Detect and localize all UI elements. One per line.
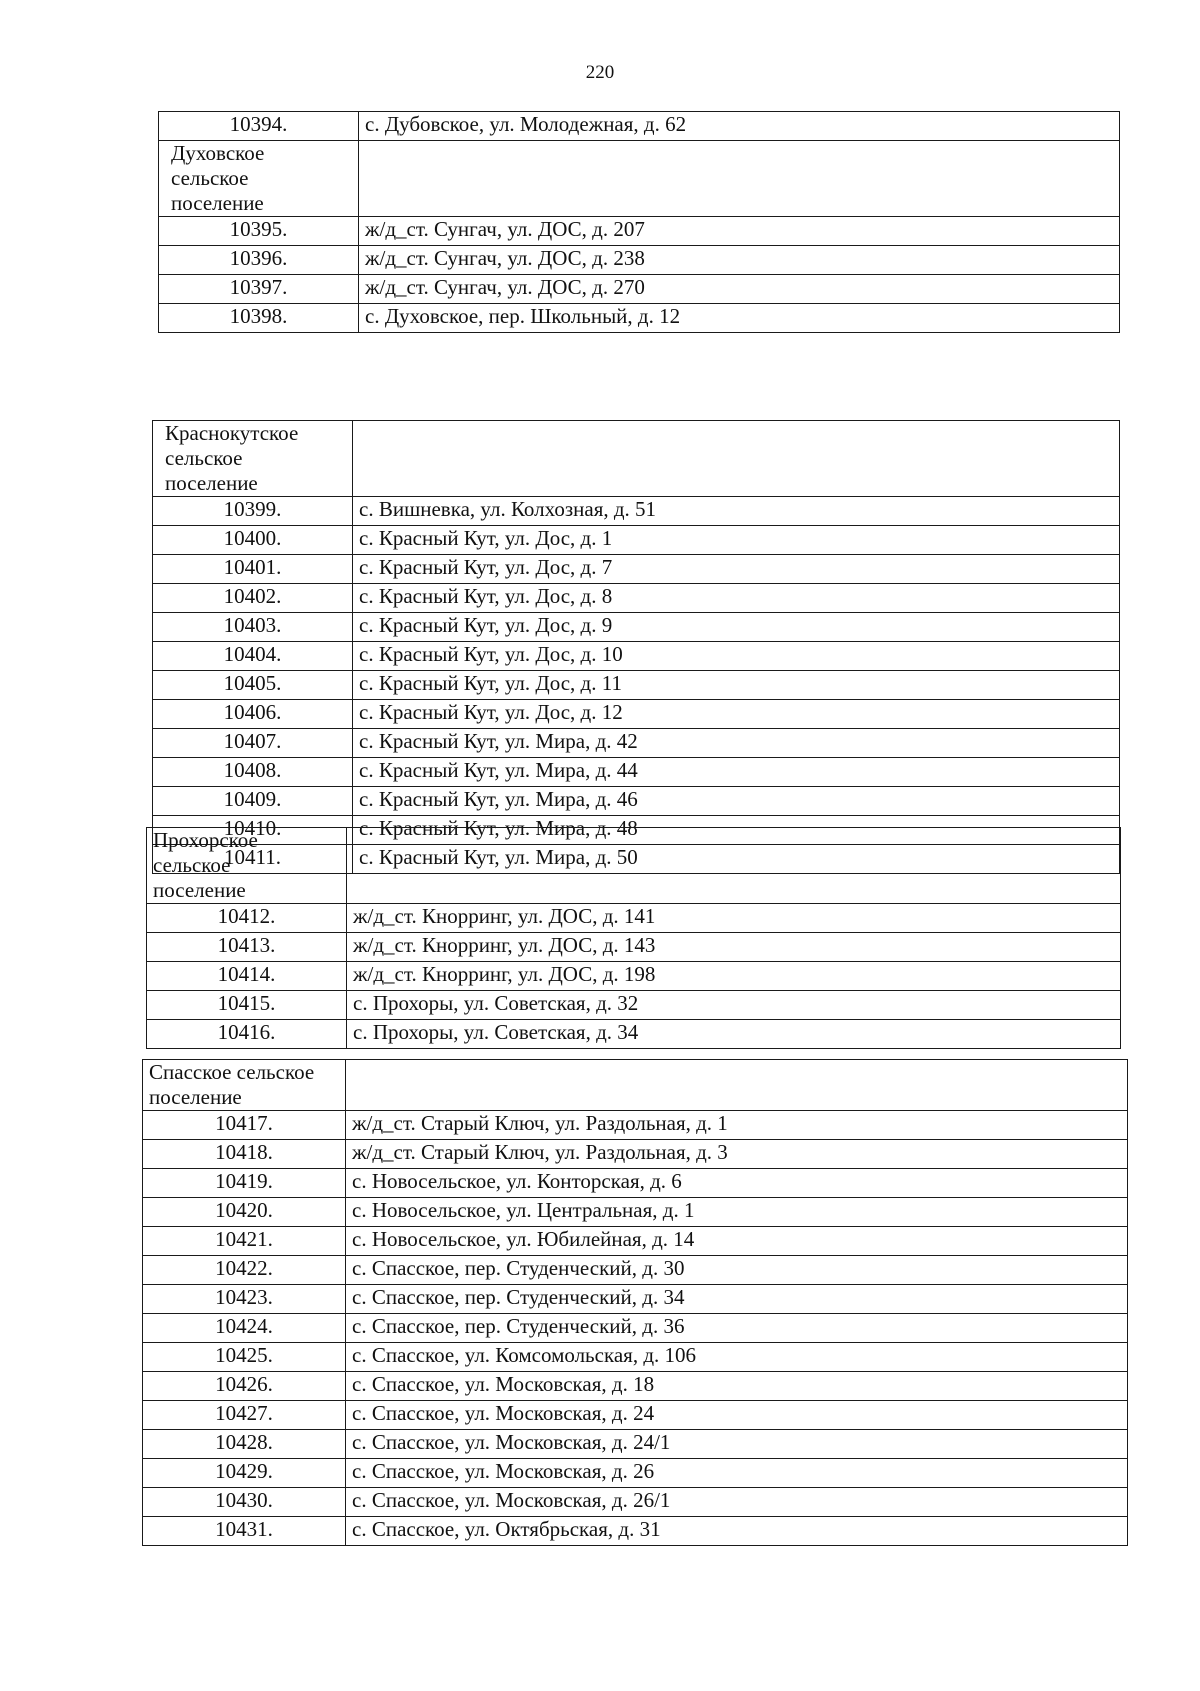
row-number: 10416. bbox=[147, 1020, 347, 1049]
table-row bbox=[143, 1227, 1128, 1256]
section-row bbox=[153, 421, 1120, 497]
address-table-part-1 bbox=[158, 111, 1120, 333]
row-number: 10428. bbox=[143, 1430, 346, 1459]
table-row bbox=[153, 555, 1120, 584]
section-row bbox=[143, 1060, 1128, 1111]
row-number: 10403. bbox=[153, 613, 353, 642]
row-address: с. Красный Кут, ул. Дос, д. 7 bbox=[353, 555, 1120, 584]
row-address: с. Красный Кут, ул. Дос, д. 10 bbox=[353, 642, 1120, 671]
row-address: с. Красный Кут, ул. Дос, д. 8 bbox=[353, 584, 1120, 613]
table-row bbox=[147, 991, 1121, 1020]
row-number: 10431. bbox=[143, 1517, 346, 1546]
table-row bbox=[143, 1488, 1128, 1517]
row-number: 10418. bbox=[143, 1140, 346, 1169]
row-address: с. Красный Кут, ул. Мира, д. 50 bbox=[353, 845, 1120, 874]
table-row bbox=[147, 962, 1121, 991]
table-row bbox=[143, 1285, 1128, 1314]
row-number: 10412. bbox=[147, 904, 347, 933]
table-row bbox=[143, 1459, 1128, 1488]
row-number: 10415. bbox=[147, 991, 347, 1020]
table-row bbox=[143, 1111, 1128, 1140]
row-address: с. Красный Кут, ул. Мира, д. 42 bbox=[353, 729, 1120, 758]
table-row bbox=[153, 497, 1120, 526]
row-address: с. Красный Кут, ул. Мира, д. 48 bbox=[353, 816, 1120, 845]
row-address: с. Красный Кут, ул. Дос, д. 12 bbox=[353, 700, 1120, 729]
table-row bbox=[153, 729, 1120, 758]
row-address: с. Красный Кут, ул. Дос, д. 9 bbox=[353, 613, 1120, 642]
row-address: с. Духовское, пер. Школьный, д. 12 bbox=[359, 304, 1120, 333]
row-number: 10394. bbox=[159, 112, 359, 141]
table-row bbox=[143, 1517, 1128, 1546]
row-address: с. Красный Кут, ул. Дос, д. 11 bbox=[353, 671, 1120, 700]
row-number: 10426. bbox=[143, 1372, 346, 1401]
table-row bbox=[143, 1314, 1128, 1343]
section-empty-cell bbox=[347, 828, 1121, 904]
table-row bbox=[159, 217, 1120, 246]
table-row bbox=[153, 758, 1120, 787]
row-address: ж/д_ст. Сунгач, ул. ДОС, д. 270 bbox=[359, 275, 1120, 304]
table-row bbox=[153, 700, 1120, 729]
table-row bbox=[143, 1140, 1128, 1169]
row-number: 10395. bbox=[159, 217, 359, 246]
row-address: ж/д_ст. Сунгач, ул. ДОС, д. 238 bbox=[359, 246, 1120, 275]
row-number: 10396. bbox=[159, 246, 359, 275]
table-row bbox=[147, 933, 1121, 962]
table-row bbox=[143, 1198, 1128, 1227]
section-row bbox=[147, 828, 1121, 904]
table-row bbox=[143, 1401, 1128, 1430]
address-table-part-4 bbox=[142, 1059, 1128, 1546]
row-number: 10411. bbox=[153, 845, 353, 874]
section-title-prokhorskoe: Прохорское сельское поселение bbox=[147, 828, 347, 904]
table-row bbox=[159, 112, 1120, 141]
row-number: 10409. bbox=[153, 787, 353, 816]
section-title-dukhovskoe: Духовское сельское поселение bbox=[159, 141, 359, 217]
row-number: 10407. bbox=[153, 729, 353, 758]
row-number: 10425. bbox=[143, 1343, 346, 1372]
row-address: с. Вишневка, ул. Колхозная, д. 51 bbox=[353, 497, 1120, 526]
row-address: с. Спасское, ул. Московская, д. 18 bbox=[346, 1372, 1128, 1401]
table-row bbox=[159, 246, 1120, 275]
table-row bbox=[153, 671, 1120, 700]
row-number: 10419. bbox=[143, 1169, 346, 1198]
table-row bbox=[153, 787, 1120, 816]
row-address: с. Прохоры, ул. Советская, д. 34 bbox=[347, 1020, 1121, 1049]
section-empty-cell bbox=[353, 421, 1120, 497]
row-address: с. Новосельское, ул. Юбилейная, д. 14 bbox=[346, 1227, 1128, 1256]
section-empty-cell bbox=[359, 141, 1120, 217]
row-number: 10398. bbox=[159, 304, 359, 333]
row-address: с. Красный Кут, ул. Мира, д. 44 bbox=[353, 758, 1120, 787]
row-number: 10408. bbox=[153, 758, 353, 787]
row-number: 10405. bbox=[153, 671, 353, 700]
table-row bbox=[153, 613, 1120, 642]
row-number: 10413. bbox=[147, 933, 347, 962]
table-row bbox=[143, 1256, 1128, 1285]
row-number: 10422. bbox=[143, 1256, 346, 1285]
row-address: с. Красный Кут, ул. Дос, д. 1 bbox=[353, 526, 1120, 555]
row-address: с. Новосельское, ул. Конторская, д. 6 bbox=[346, 1169, 1128, 1198]
row-number: 10410. bbox=[153, 816, 353, 845]
table-row bbox=[147, 1020, 1121, 1049]
row-address: с. Дубовское, ул. Молодежная, д. 62 bbox=[359, 112, 1120, 141]
row-number: 10423. bbox=[143, 1285, 346, 1314]
row-address: с. Спасское, ул. Московская, д. 24/1 bbox=[346, 1430, 1128, 1459]
table-row bbox=[159, 275, 1120, 304]
row-address: ж/д_ст. Старый Ключ, ул. Раздольная, д. 3 bbox=[346, 1140, 1128, 1169]
row-number: 10420. bbox=[143, 1198, 346, 1227]
row-address: с. Спасское, пер. Студенческий, д. 36 bbox=[346, 1314, 1128, 1343]
table-row bbox=[153, 584, 1120, 613]
address-table-part-3 bbox=[146, 827, 1121, 1049]
table-row bbox=[153, 642, 1120, 671]
row-number: 10401. bbox=[153, 555, 353, 584]
row-number: 10417. bbox=[143, 1111, 346, 1140]
row-address: с. Спасское, пер. Студенческий, д. 30 bbox=[346, 1256, 1128, 1285]
table-row bbox=[143, 1372, 1128, 1401]
row-address: с. Новосельское, ул. Центральная, д. 1 bbox=[346, 1198, 1128, 1227]
page-number: 220 bbox=[585, 62, 615, 83]
section-row bbox=[159, 141, 1120, 217]
row-address: с. Спасское, ул. Московская, д. 26/1 bbox=[346, 1488, 1128, 1517]
row-number: 10421. bbox=[143, 1227, 346, 1256]
row-address: с. Спасское, ул. Октябрьская, д. 31 bbox=[346, 1517, 1128, 1546]
address-table-part-2 bbox=[152, 420, 1120, 874]
row-number: 10399. bbox=[153, 497, 353, 526]
row-address: с. Спасское, ул. Московская, д. 26 bbox=[346, 1459, 1128, 1488]
row-number: 10414. bbox=[147, 962, 347, 991]
row-number: 10404. bbox=[153, 642, 353, 671]
table-row bbox=[143, 1343, 1128, 1372]
table-row bbox=[143, 1430, 1128, 1459]
section-title-spasskoe: Спасское сельское поселение bbox=[143, 1060, 346, 1111]
row-number: 10406. bbox=[153, 700, 353, 729]
row-address: с. Спасское, ул. Комсомольская, д. 106 bbox=[346, 1343, 1128, 1372]
table-row bbox=[159, 304, 1120, 333]
table-row bbox=[147, 904, 1121, 933]
table-row bbox=[153, 526, 1120, 555]
row-number: 10397. bbox=[159, 275, 359, 304]
row-address: с. Красный Кут, ул. Мира, д. 46 bbox=[353, 787, 1120, 816]
section-title-krasnokutskoe: Краснокутское сельское поселение bbox=[153, 421, 353, 497]
row-address: ж/д_ст. Кнорринг, ул. ДОС, д. 198 bbox=[347, 962, 1121, 991]
row-address: с. Спасское, пер. Студенческий, д. 34 bbox=[346, 1285, 1128, 1314]
row-number: 10430. bbox=[143, 1488, 346, 1517]
section-empty-cell bbox=[346, 1060, 1128, 1111]
row-address: с. Спасское, ул. Московская, д. 24 bbox=[346, 1401, 1128, 1430]
row-address: ж/д_ст. Кнорринг, ул. ДОС, д. 141 bbox=[347, 904, 1121, 933]
row-number: 10402. bbox=[153, 584, 353, 613]
row-number: 10400. bbox=[153, 526, 353, 555]
row-address: ж/д_ст. Старый Ключ, ул. Раздольная, д. 1 bbox=[346, 1111, 1128, 1140]
row-address: ж/д_ст. Сунгач, ул. ДОС, д. 207 bbox=[359, 217, 1120, 246]
row-number: 10427. bbox=[143, 1401, 346, 1430]
table-row bbox=[143, 1169, 1128, 1198]
row-number: 10424. bbox=[143, 1314, 346, 1343]
row-address: с. Прохоры, ул. Советская, д. 32 bbox=[347, 991, 1121, 1020]
row-address: ж/д_ст. Кнорринг, ул. ДОС, д. 143 bbox=[347, 933, 1121, 962]
row-number: 10429. bbox=[143, 1459, 346, 1488]
